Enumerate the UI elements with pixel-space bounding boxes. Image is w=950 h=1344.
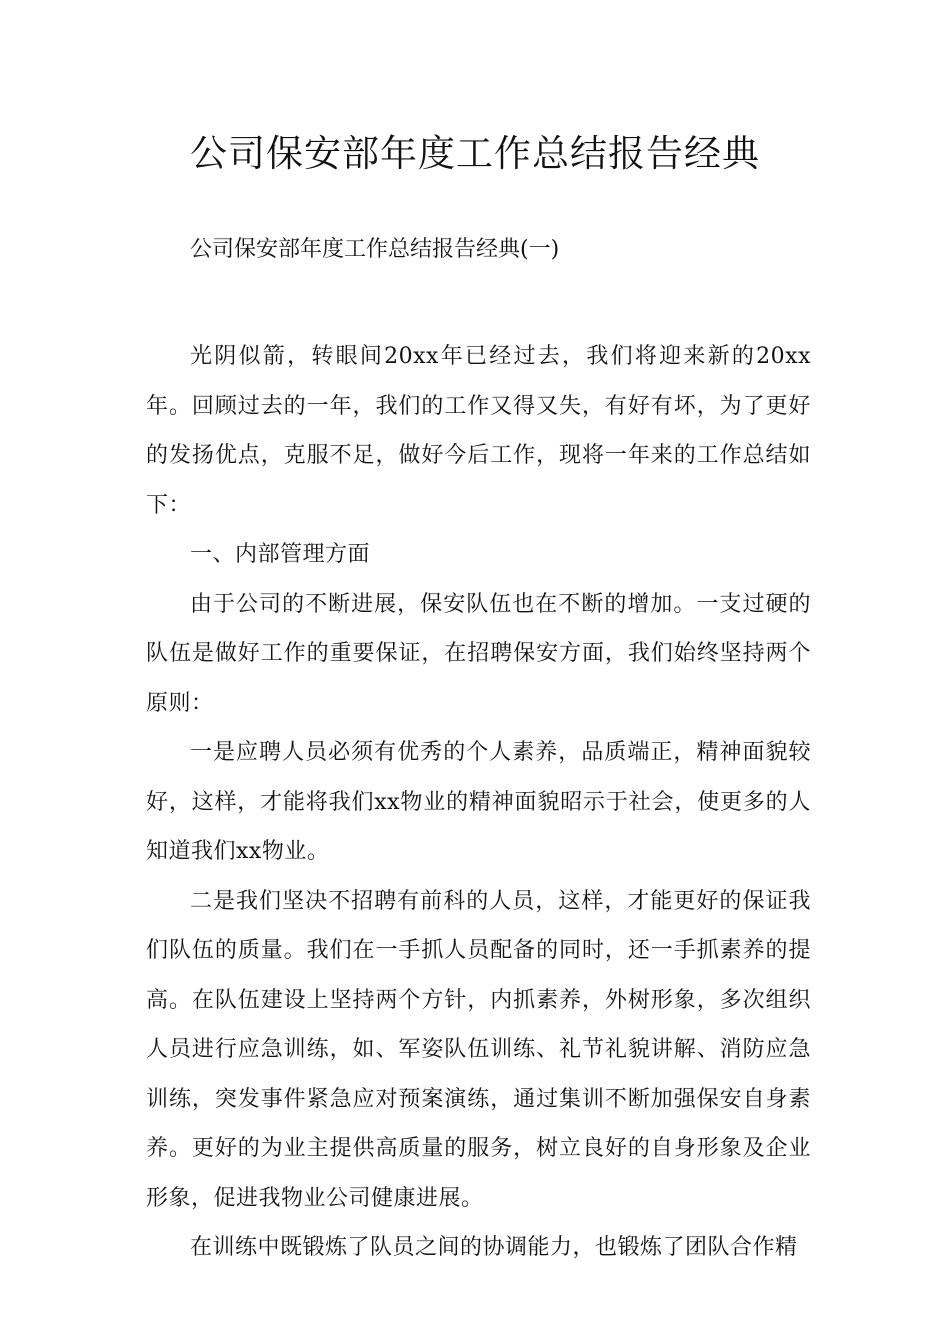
paragraph-principle-one: 一是应聘人员必须有优秀的个人素养，品质端正，精神面貌较好，这样，才能将我们xx物业的精神面貌昭示于社会，使更多的人知道我们xx物业。 <box>146 740 811 864</box>
paragraph-principle-two: 二是我们坚决不招聘有前科的人员，这样，才能更好的保证我们队伍的质量。我们在一手抓人员配备的同时，还一手抓素养的提高。在队伍建设上坚持两个方针，内抓素养，外树形象，多次组织人员进行应急训练，如、军姿队伍训练、礼节礼貌讲解、消防应急训练，突发事件紧急应对预案演练，通过集训不断加强保安自身素养。更好的为业主提供高质量的服务，树立良好的自身形象及企业形象，促进我物业公司健康进展。 <box>146 888 811 1211</box>
document-subtitle: 公司保安部年度工作总结报告经典(一) <box>190 237 560 262</box>
document-title: 公司保安部年度工作总结报告经典 <box>190 132 760 175</box>
paragraph-intro: 光阴似箭，转眼间20xx年已经过去，我们将迎来新的20xx年。回顾过去的一年，我们的工作又得又失，有好有坏，为了更好的发扬优点，克服不足，做好今后工作，现将一年来的工作总结如下： <box>146 344 811 518</box>
paragraph-training: 在训练中既锻炼了队员之间的协调能力，也锻炼了团队合作精 <box>190 1235 798 1260</box>
document-body <box>146 332 811 1273</box>
section-heading-internal-management: 一、内部管理方面 <box>190 542 371 567</box>
paragraph-team-growth: 由于公司的不断进展，保安队伍也在不断的增加。一支过硬的队伍是做好工作的重要保证，在招聘保安方面，我们始终坚持两个原则： <box>146 591 811 716</box>
